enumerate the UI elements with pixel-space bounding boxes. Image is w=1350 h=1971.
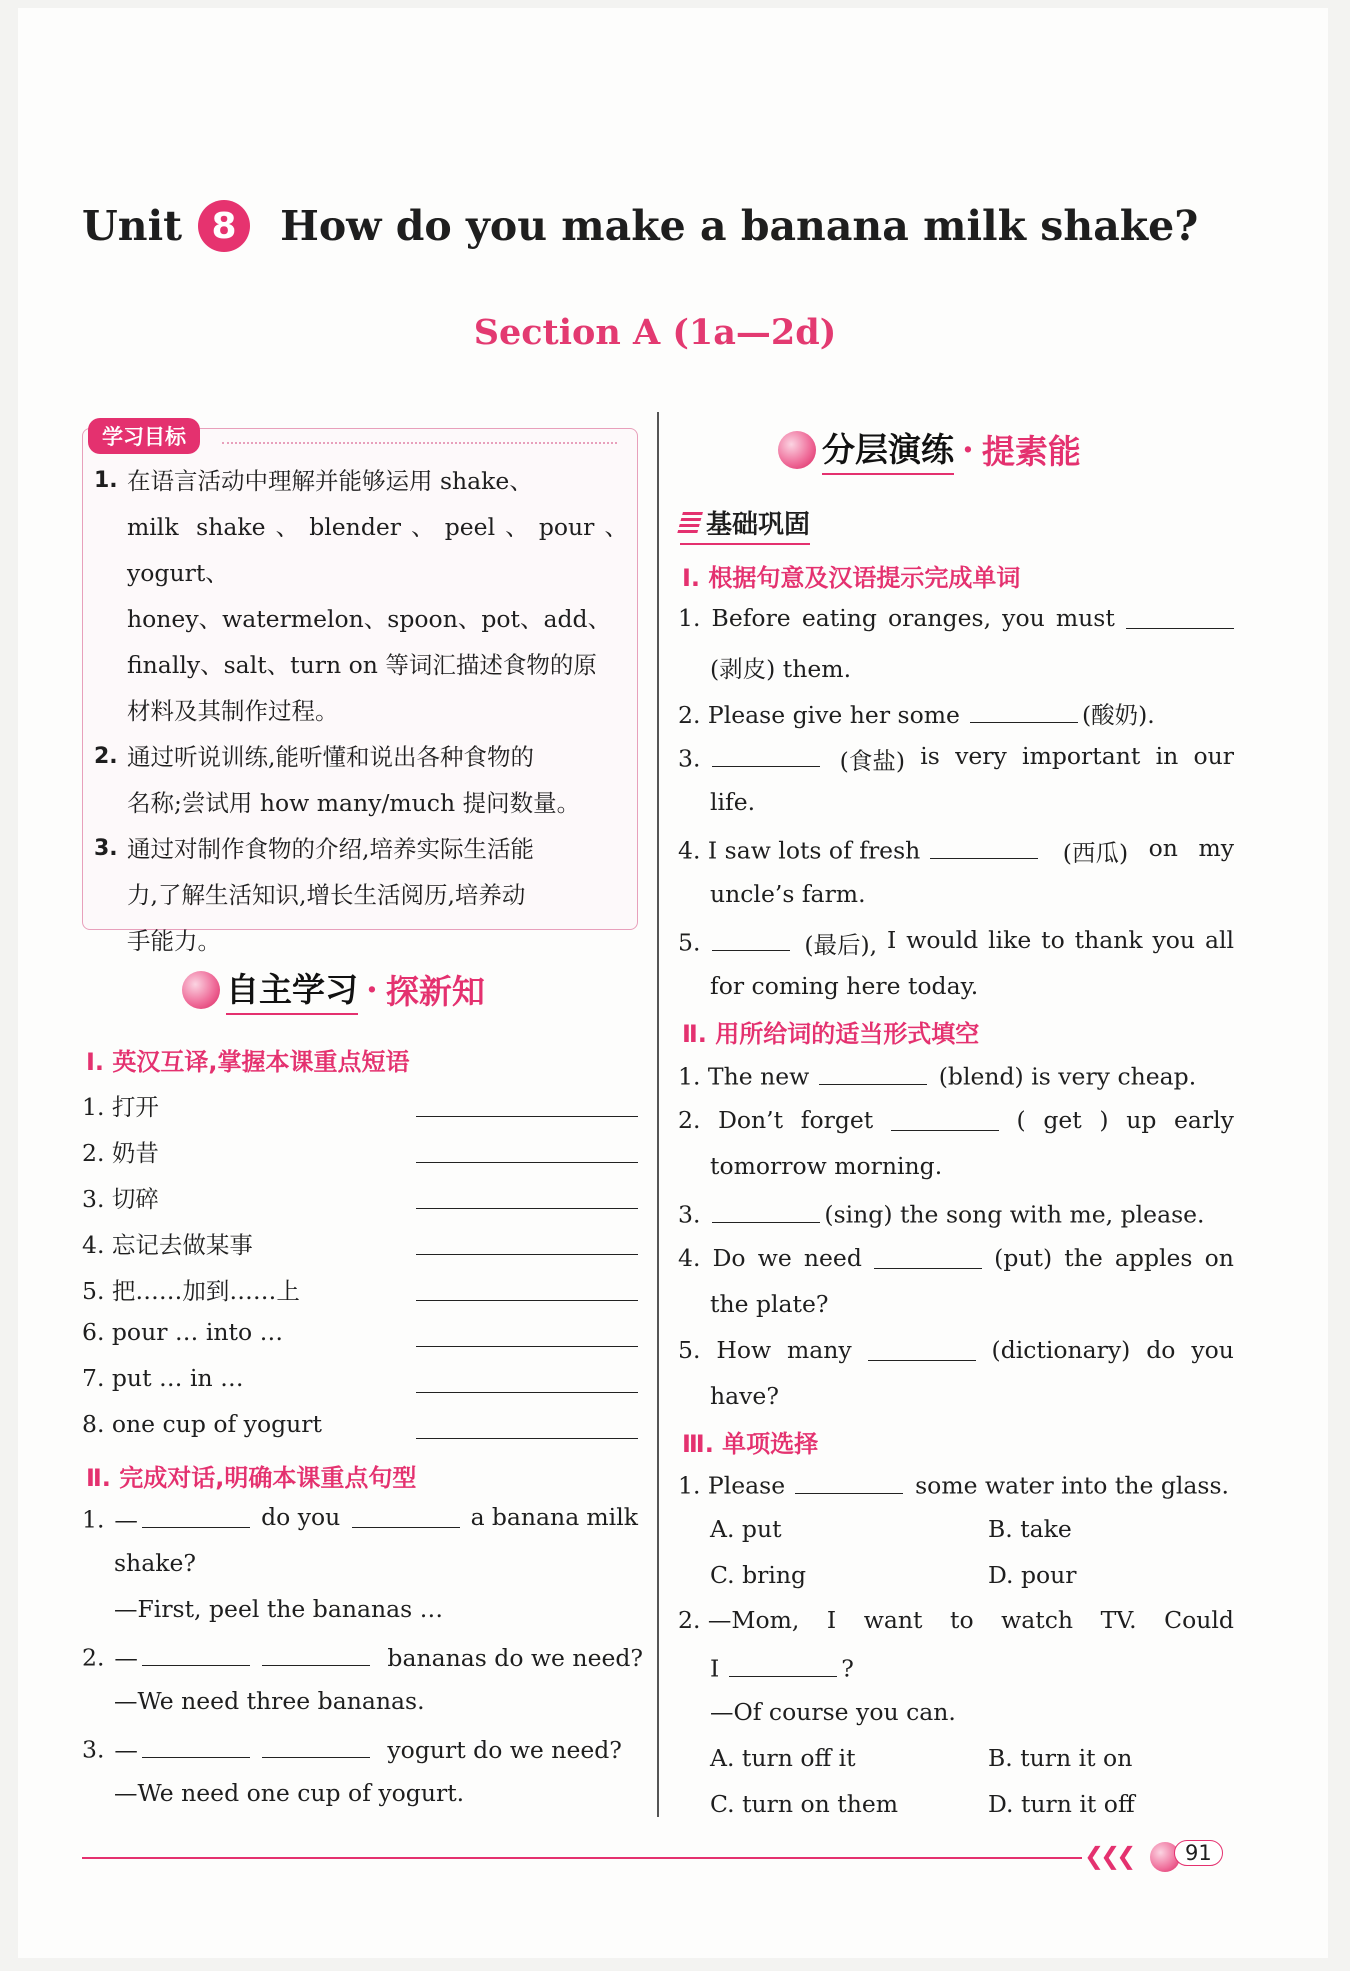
option-b[interactable]: B. take bbox=[988, 1515, 1072, 1543]
exercise-q5 bbox=[678, 926, 1234, 960]
banner-ball-icon bbox=[778, 431, 816, 469]
phrase-item: 6. pour … into … bbox=[82, 1318, 284, 1346]
choice-q2 bbox=[678, 1606, 1234, 1634]
answer-line[interactable] bbox=[416, 1254, 638, 1255]
unit-title bbox=[82, 200, 1198, 252]
option-b[interactable]: B. turn it on bbox=[988, 1744, 1133, 1772]
word: Could bbox=[1164, 1606, 1234, 1634]
answer-line[interactable] bbox=[416, 1392, 638, 1393]
word: I bbox=[887, 926, 897, 954]
option-c[interactable]: C. bring bbox=[710, 1561, 807, 1589]
word: How bbox=[716, 1336, 772, 1364]
goal-line: 手能力。 bbox=[127, 927, 221, 955]
phrase-item: 4. 忘记去做某事 bbox=[82, 1231, 253, 1259]
blank[interactable] bbox=[142, 1503, 250, 1528]
goal-line: finally、salt、turn on 等词汇描述食物的原 bbox=[127, 651, 597, 679]
left-part1-heading: Ⅰ. 英汉互译,掌握本课重点短语 bbox=[86, 1048, 410, 1076]
word: (最后), bbox=[804, 931, 878, 959]
word: (put) bbox=[994, 1244, 1053, 1272]
word: 1. The new bbox=[678, 1062, 810, 1091]
choice-q1 bbox=[678, 1469, 1229, 1500]
right-part3-heading: Ⅲ. 单项选择 bbox=[682, 1430, 819, 1458]
answer-line[interactable] bbox=[416, 1346, 638, 1347]
left-part2-heading: Ⅱ. 完成对话,明确本课重点句型 bbox=[86, 1464, 417, 1492]
blank[interactable] bbox=[891, 1106, 999, 1131]
q-number: 3. bbox=[82, 1735, 105, 1764]
exercise-cont: uncle’s farm. bbox=[710, 880, 866, 908]
word: we bbox=[757, 1244, 792, 1272]
goal-line: 力,了解生活知识,增长生活阅历,培养动 bbox=[127, 881, 526, 909]
goal-line: 名称;尝试用 how many/much 提问数量。 bbox=[127, 789, 581, 817]
word: I bbox=[710, 1654, 720, 1683]
word: do bbox=[1146, 1336, 1176, 1364]
goal-item bbox=[94, 458, 628, 734]
word: in bbox=[1155, 742, 1179, 770]
word: Before bbox=[711, 604, 791, 632]
goal-item bbox=[94, 734, 628, 826]
word: all bbox=[1204, 926, 1234, 954]
blank[interactable] bbox=[729, 1652, 837, 1677]
blank[interactable] bbox=[712, 926, 790, 951]
banner-main-text: 分层演练 bbox=[822, 424, 954, 475]
word: some water into the glass. bbox=[915, 1471, 1229, 1500]
blank[interactable] bbox=[1126, 604, 1234, 629]
dialogue-answer: —We need three bananas. bbox=[114, 1687, 425, 1715]
option-c[interactable]: C. turn on them bbox=[710, 1790, 899, 1818]
blank[interactable] bbox=[262, 1641, 370, 1666]
word: many bbox=[787, 1336, 852, 1364]
word: ( bbox=[1016, 1106, 1026, 1134]
phrase-item: 2. 奶昔 bbox=[82, 1139, 159, 1167]
word: (西瓜) bbox=[1062, 839, 1129, 867]
word: is bbox=[920, 742, 940, 770]
word: oranges, bbox=[888, 604, 992, 632]
right-part2-heading: Ⅱ. 用所给词的适当形式填空 bbox=[682, 1020, 980, 1048]
word: ) bbox=[1099, 1106, 1109, 1134]
answer-line[interactable] bbox=[416, 1438, 638, 1439]
word: our bbox=[1193, 742, 1234, 770]
dialogue-text: bananas do we need? bbox=[387, 1643, 644, 1672]
dialogue-q1 bbox=[82, 1503, 638, 1534]
exercise-q4 bbox=[678, 834, 1234, 868]
goal-item bbox=[94, 826, 628, 964]
unit-number-badge: 8 bbox=[198, 200, 250, 252]
word: Don’t bbox=[718, 1106, 784, 1134]
dialogue-word: do you bbox=[261, 1503, 341, 1531]
column-divider bbox=[657, 412, 659, 1817]
dialogue-word: banana bbox=[491, 1503, 580, 1531]
word: cheap. bbox=[1117, 1062, 1197, 1091]
choice-q2-cont bbox=[710, 1652, 854, 1683]
q-number: 5. bbox=[678, 928, 701, 957]
word: on bbox=[1148, 834, 1178, 862]
exercise-cont: life. bbox=[710, 788, 756, 816]
page-number: 91 bbox=[1174, 1840, 1223, 1866]
q-number: 3. bbox=[678, 1200, 701, 1229]
basic-consolidation-heading bbox=[680, 504, 810, 545]
blank[interactable] bbox=[352, 1503, 460, 1528]
option-d[interactable]: D. pour bbox=[988, 1561, 1077, 1589]
answer-line[interactable] bbox=[416, 1116, 638, 1117]
word: 1. Please bbox=[678, 1471, 786, 1500]
word: to bbox=[1041, 926, 1065, 954]
phrase-item: 8. one cup of yogurt bbox=[82, 1410, 322, 1438]
fill-q5 bbox=[678, 1336, 1234, 1364]
unit-label: Unit bbox=[82, 202, 183, 250]
blank[interactable] bbox=[712, 742, 820, 767]
word: (sing) the song with me, please. bbox=[824, 1200, 1205, 1229]
word: (食盐) bbox=[839, 747, 906, 775]
blank[interactable] bbox=[930, 834, 1038, 859]
word: to bbox=[950, 1606, 974, 1634]
word: on bbox=[1204, 1244, 1234, 1272]
learning-goals-list bbox=[94, 458, 628, 964]
practice-banner bbox=[778, 424, 1081, 475]
banner-accent-text: 提素能 bbox=[981, 432, 1081, 471]
word: like bbox=[988, 926, 1032, 954]
banner-main-text: 自主学习 bbox=[226, 964, 358, 1015]
q-number: 1. bbox=[82, 1505, 105, 1534]
blank[interactable] bbox=[874, 1244, 982, 1269]
word: 1. bbox=[678, 604, 701, 632]
fill-q3 bbox=[678, 1198, 1205, 1229]
word: eating bbox=[801, 604, 877, 632]
banner-dot: · bbox=[366, 969, 378, 1010]
goal-line: 在语言活动中理解并能够运用 shake、 bbox=[127, 467, 533, 495]
goal-line: honey、watermelon、spoon、pot、add、 bbox=[127, 605, 612, 633]
word: 4. I saw lots of fresh bbox=[678, 836, 921, 865]
word: you bbox=[1002, 604, 1045, 632]
right-part1-heading: Ⅰ. 根据句意及汉语提示完成单词 bbox=[682, 564, 1021, 592]
word: need bbox=[803, 1244, 862, 1272]
banner-ball-icon bbox=[182, 971, 220, 1009]
self-study-banner bbox=[182, 964, 485, 1015]
word: would bbox=[906, 926, 979, 954]
phrase-item: 7. put … in … bbox=[82, 1364, 244, 1392]
learning-goals-tag: 学习目标 bbox=[88, 418, 200, 454]
option-d[interactable]: D. turn it off bbox=[988, 1790, 1135, 1818]
word: thank bbox=[1074, 926, 1143, 954]
word: is bbox=[1031, 1062, 1051, 1091]
unit-title-text: How do you make a banana milk shake? bbox=[280, 202, 1199, 250]
word: very bbox=[955, 742, 1007, 770]
banner-dot: · bbox=[962, 429, 974, 470]
word: you bbox=[1152, 926, 1196, 954]
goals-dashed-line bbox=[222, 442, 617, 444]
subhead-text: 基础巩固 bbox=[706, 510, 811, 540]
word: get bbox=[1043, 1106, 1082, 1134]
q-number: 3. bbox=[678, 744, 701, 773]
dialogue-q2 bbox=[82, 1641, 643, 1672]
footer-line bbox=[82, 1857, 1082, 1859]
word: must bbox=[1055, 604, 1115, 632]
book-stack-icon bbox=[677, 512, 703, 534]
goal-number: 1. bbox=[94, 468, 118, 493]
footer-arrows-icon: ❮❮❮ bbox=[1084, 1842, 1133, 1870]
dialogue-word: milk bbox=[586, 1503, 638, 1531]
word: (dictionary) bbox=[991, 1336, 1131, 1364]
goal-line: 材料及其制作过程。 bbox=[127, 697, 339, 725]
word: 2. bbox=[678, 1106, 701, 1134]
exercise-q3 bbox=[678, 742, 1234, 776]
word: ? bbox=[841, 1654, 854, 1683]
q-number: 2. bbox=[82, 1643, 105, 1672]
word: up bbox=[1126, 1106, 1157, 1134]
goal-line: milk shake、blender、peel、pour、yogurt、 bbox=[127, 513, 628, 587]
option-a[interactable]: A. turn off it bbox=[710, 1744, 856, 1772]
answer-line[interactable] bbox=[416, 1162, 638, 1163]
word: (酸奶). bbox=[1081, 701, 1155, 729]
word: 4. bbox=[678, 1244, 701, 1272]
dash: — bbox=[114, 1643, 138, 1672]
section-title: Section A (1a—2d) bbox=[473, 312, 837, 353]
goal-line: 通过对制作食物的介绍,培养实际生活能 bbox=[127, 835, 534, 863]
fill-q1 bbox=[678, 1060, 1196, 1091]
word: (blend) bbox=[938, 1062, 1024, 1091]
dash: — bbox=[114, 1735, 138, 1764]
word: TV. bbox=[1100, 1606, 1137, 1634]
dialogue-answer: —We need one cup of yogurt. bbox=[114, 1779, 465, 1807]
dash: — bbox=[114, 1505, 138, 1534]
option-a[interactable]: A. put bbox=[710, 1515, 782, 1543]
word: my bbox=[1198, 834, 1234, 862]
answer-line[interactable] bbox=[416, 1208, 638, 1209]
blank[interactable] bbox=[142, 1733, 250, 1758]
goal-line: 通过听说训练,能听懂和说出各种食物的 bbox=[127, 743, 534, 771]
exercise-cont: (剥皮) them. bbox=[710, 655, 852, 683]
blank[interactable] bbox=[868, 1336, 976, 1361]
dialogue-text: yogurt do we need? bbox=[387, 1735, 622, 1764]
fill-q4 bbox=[678, 1244, 1234, 1272]
exercise-q1 bbox=[678, 604, 1234, 632]
phrase-item: 1. 打开 bbox=[82, 1093, 159, 1121]
blank[interactable] bbox=[970, 699, 1078, 724]
blank[interactable] bbox=[819, 1060, 927, 1085]
word: I bbox=[826, 1606, 837, 1634]
phrase-item: 5. 把……加到……上 bbox=[82, 1277, 300, 1305]
word: the bbox=[1064, 1244, 1103, 1272]
exercise-cont: tomorrow morning. bbox=[710, 1152, 943, 1180]
exercise-q2 bbox=[678, 696, 1155, 730]
goal-number: 2. bbox=[94, 744, 118, 769]
word: very bbox=[1058, 1062, 1110, 1091]
blank[interactable] bbox=[712, 1198, 820, 1223]
word: 2. —Mom, bbox=[678, 1606, 800, 1634]
word: apples bbox=[1114, 1244, 1193, 1272]
choice-q2-reply: —Of course you can. bbox=[710, 1698, 956, 1726]
word: you bbox=[1191, 1336, 1234, 1364]
exercise-cont: the plate? bbox=[710, 1290, 829, 1318]
word: 5. bbox=[678, 1336, 701, 1364]
word: Do bbox=[712, 1244, 746, 1272]
word: watch bbox=[1001, 1606, 1074, 1634]
goal-number: 3. bbox=[94, 836, 118, 861]
exercise-cont: for coming here today. bbox=[710, 972, 979, 1000]
fill-q2 bbox=[678, 1106, 1234, 1134]
answer-line[interactable] bbox=[416, 1300, 638, 1301]
word: forget bbox=[800, 1106, 874, 1134]
word: important bbox=[1022, 742, 1141, 770]
banner-accent-text: 探新知 bbox=[385, 972, 485, 1011]
dialogue-cont: shake? bbox=[114, 1549, 196, 1577]
dialogue-word: a bbox=[470, 1503, 485, 1531]
word: early bbox=[1174, 1106, 1234, 1134]
exercise-cont: have? bbox=[710, 1382, 779, 1410]
blank[interactable] bbox=[142, 1641, 250, 1666]
blank[interactable] bbox=[262, 1733, 370, 1758]
dialogue-answer: —First, peel the bananas … bbox=[114, 1595, 444, 1623]
word: 2. Please give her some bbox=[678, 701, 960, 729]
phrase-item: 3. 切碎 bbox=[82, 1185, 159, 1213]
blank[interactable] bbox=[795, 1469, 903, 1494]
dialogue-q3 bbox=[82, 1733, 622, 1764]
word: want bbox=[863, 1606, 923, 1634]
